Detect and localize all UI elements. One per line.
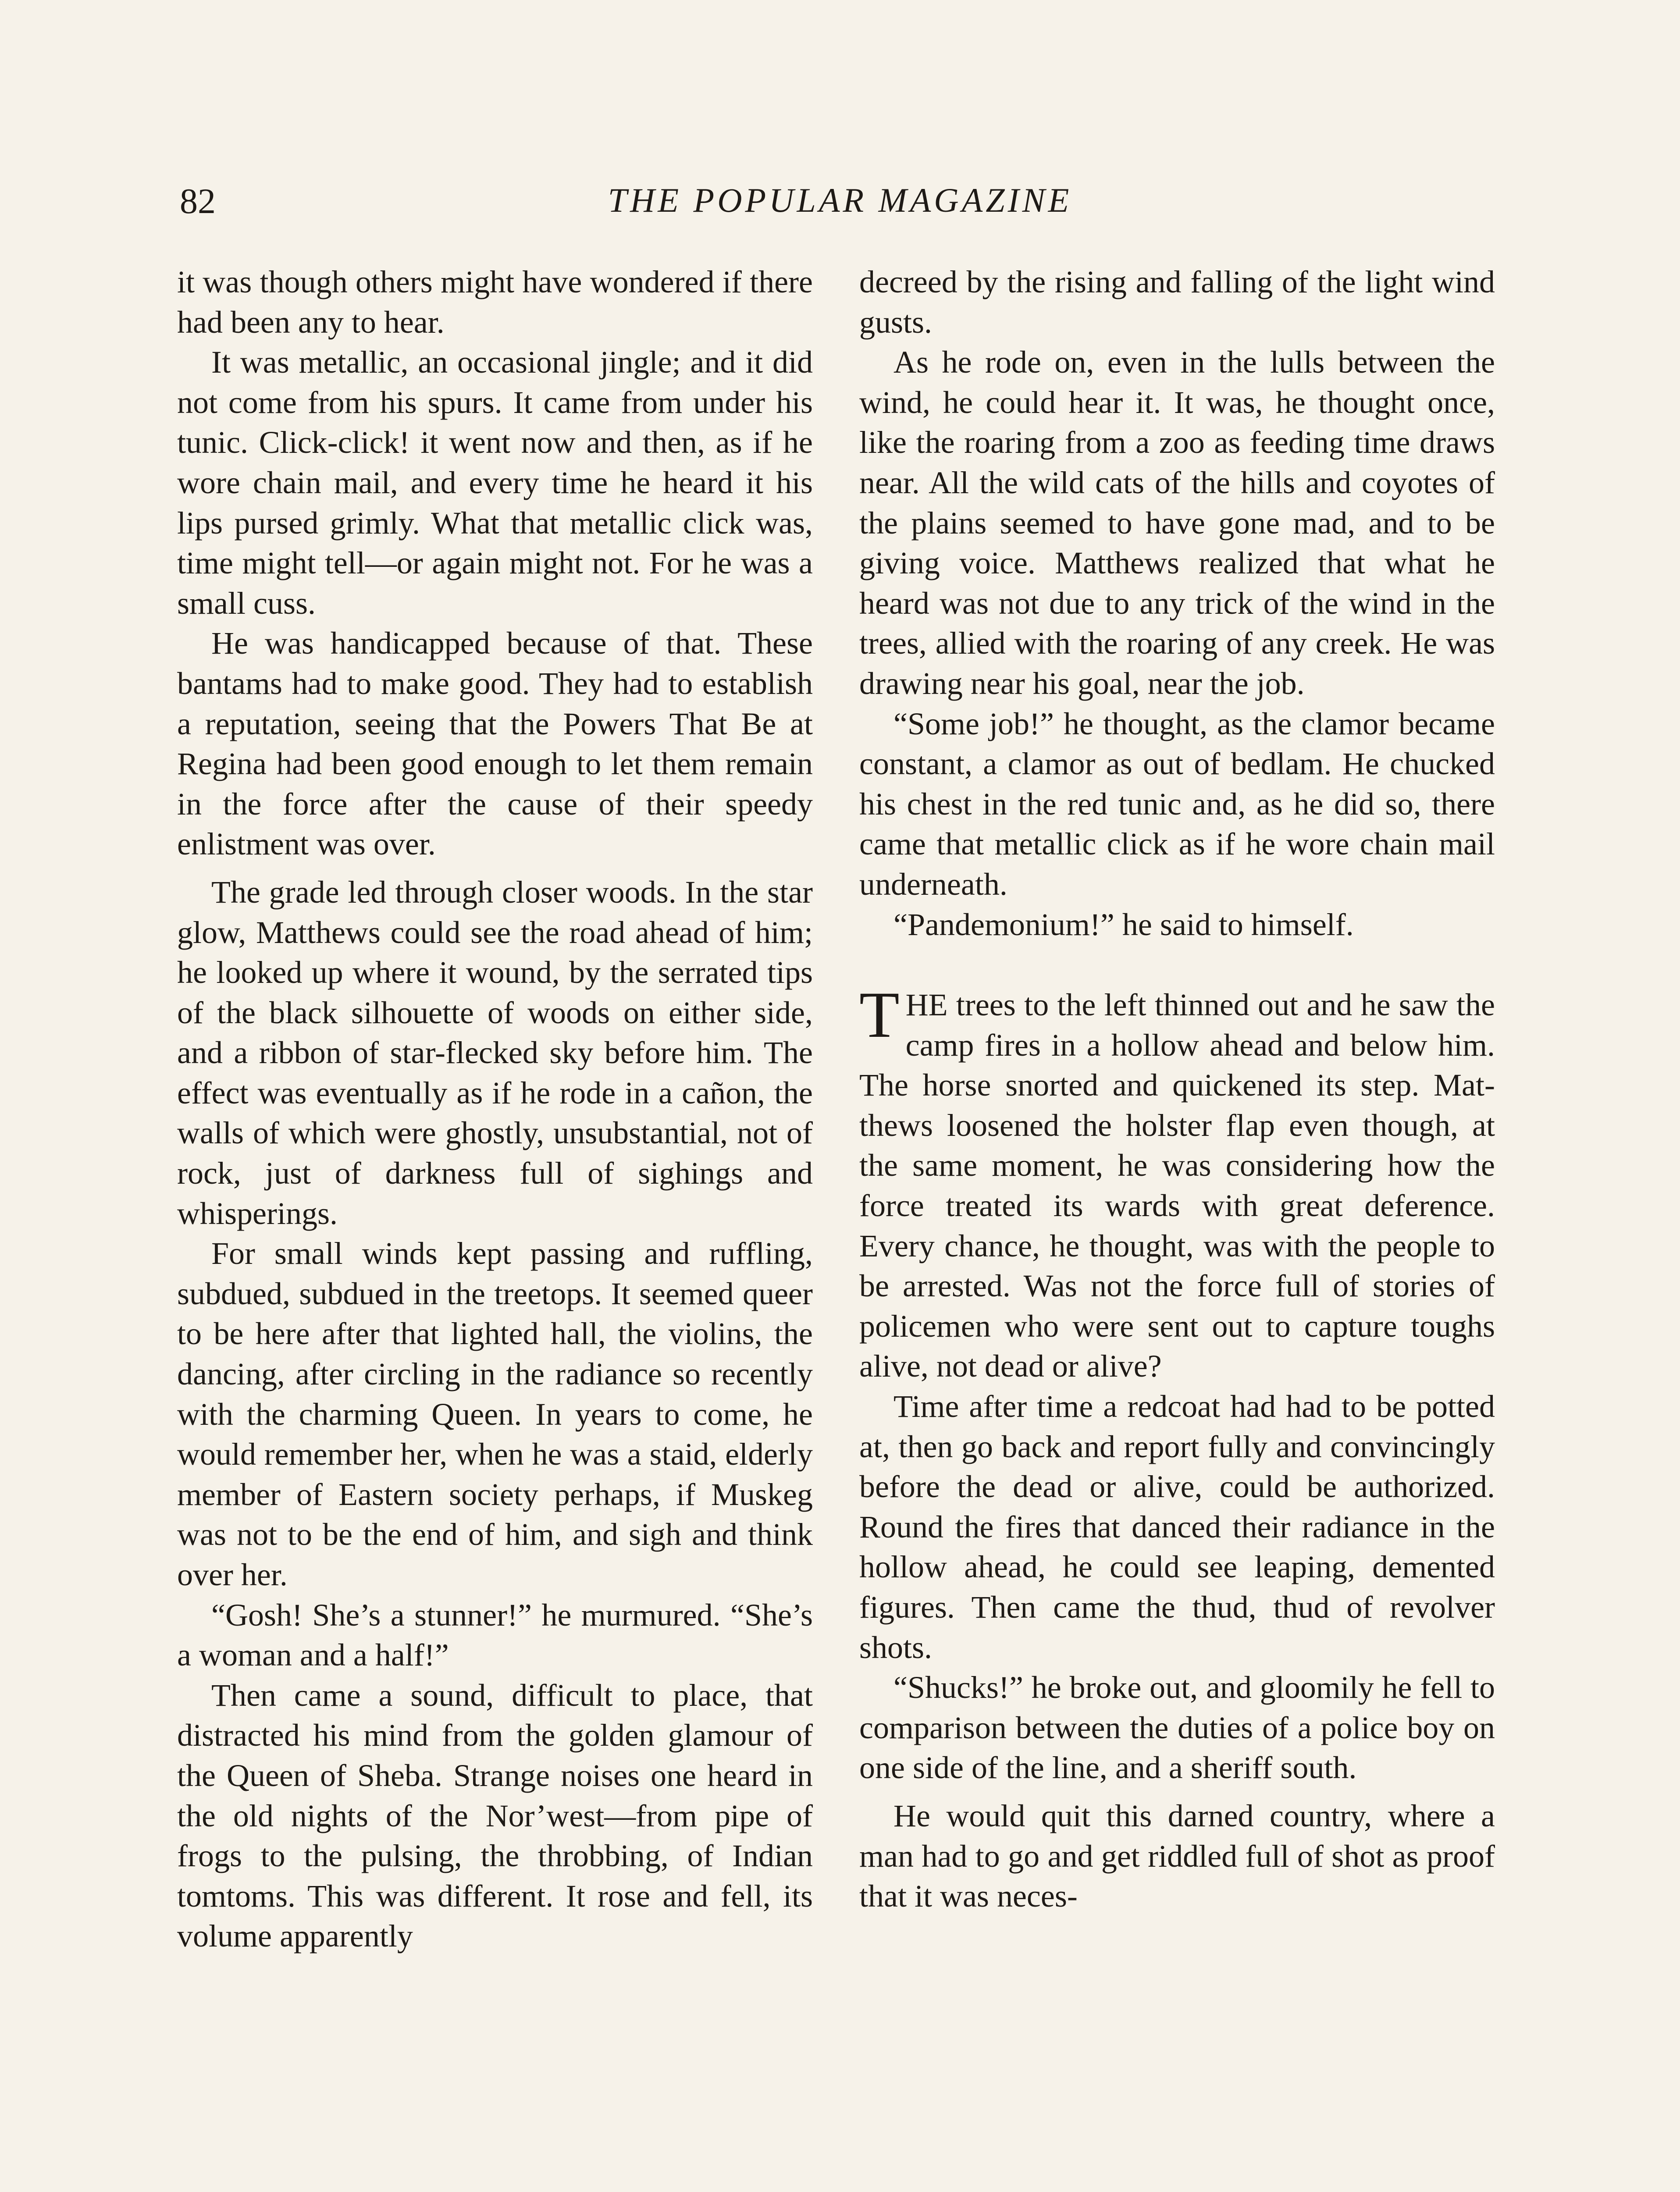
section-break xyxy=(859,945,1495,985)
paragraph: For small winds kept passing and ruffling, subdued, subdued in the treetops. It seemed queer to be here after that lighted hall, the violins, the dancing, after circling in the radiance so recently with the charming Queen. In years to come, he would remember her, when he was a staid, elderly member of Eastern society perhaps, if Muskeg was not to be the end of him, and sigh and think over her. xyxy=(177,1236,813,1592)
paragraph: decreed by the rising and falling of the light wind gusts. xyxy=(859,264,1495,340)
page-number: 82 xyxy=(180,181,216,221)
paragraph: The grade led through closer woods. In the star glow, Matthews could see the road ahead of him; he looked up where it wound, by the serrated tips of the black silhouette of woods on either side, and a ribbon of star-flecked sky before him. The effect was eventually as if he rode in a cañon, the walls of which were ghostly, unsubstantial, not of rock, just of darkness full of sighings and whisperings. xyxy=(177,874,813,1231)
section-opening-word: HE xyxy=(905,987,948,1023)
text-column-left xyxy=(177,262,813,1957)
paragraph: As he rode on, even in the lulls between the wind, he could hear it. It was, he thought once, like the roaring from a zoo as feeding time draws near. All the wild cats of the hills and coyotes of the plains seemed to have gone mad, and to be giving voice. Matthews realized that what he heard was not due to any trick of the wind in the trees, allied with the roaring of any creek. He was drawing near his goal, near the job. xyxy=(859,345,1495,701)
paragraph: He would quit this darned country, where a man had to go and get riddled full of shot as proof that it was neces- xyxy=(859,1798,1495,1914)
paragraph: “Some job!” he thought, as the clamor became constant, a clamor as out of bedlam. He chucked his chest in the red tunic and, as he did so, there came that metallic click as if he wore chain mail underneath. xyxy=(859,706,1495,902)
text-column-right xyxy=(859,262,1495,1917)
paragraph: “Shucks!” he broke out, and gloomily he fell to comparison between the duties of a police boy on one side of the line, and a sheriff south. xyxy=(859,1670,1495,1786)
paragraph: Then came a sound, difficult to place, that distracted his mind from the golden glamour of the Queen of Sheba. Strange noises one heard in the old nights of the Nor’west—from pipe of frogs to the pulsing, the throbbing, of Indian tomtoms. This was different. It rose and fell, its volume apparently xyxy=(177,1677,813,1954)
paragraph: “Gosh! She’s a stunner!” he murmured. “She’s a woman and a half!” xyxy=(177,1597,813,1673)
running-head: THE POPULAR MAGAZINE xyxy=(608,181,1072,219)
section-opening-text: trees to the left thinned out and he saw the camp fires in a hollow ahead and below him. The horse snorted and quickened its step. Matthews loosened the holster flap even though, at the same moment, he was considering how the force treated its wards with great deference. Every chance, he thought, was with the people to be arrested. Was not the force full of stories of policemen who were sent out to capture toughs alive, not dead or alive? xyxy=(859,987,1495,1384)
section-opening-paragraph xyxy=(859,979,1495,1387)
paragraph: He was handicapped because of that. These bantams had to make good. They had to establish a reputation, seeing that the Powers That Be at Regina had been good enough to let them remain in the force after the cause of their speedy enlistment was over. xyxy=(177,626,813,862)
paragraph: it was though others might have wondered if there had been any to hear. xyxy=(177,264,813,340)
drop-cap: T xyxy=(859,979,900,1052)
paragraph: It was metallic, an occasional jingle; and it did not come from his spurs. It came from under his tunic. Click-click! it went now and then, as if he wore chain mail, and every time he heard it his lips pursed grimly. What that metallic click was, time might tell—or again might not. For he was a small cuss. xyxy=(177,345,813,621)
paragraph: “Pandemonium!” he said to himself. xyxy=(893,907,1354,942)
paragraph: Time after time a redcoat had had to be potted at, then go back and report fully and convincingly before the dead or alive, could be authorized. Round the fires that danced their radiance in the hollow ahead, he could see leaping, demented figures. Then came the thud, thud of revolver shots. xyxy=(859,1389,1495,1665)
